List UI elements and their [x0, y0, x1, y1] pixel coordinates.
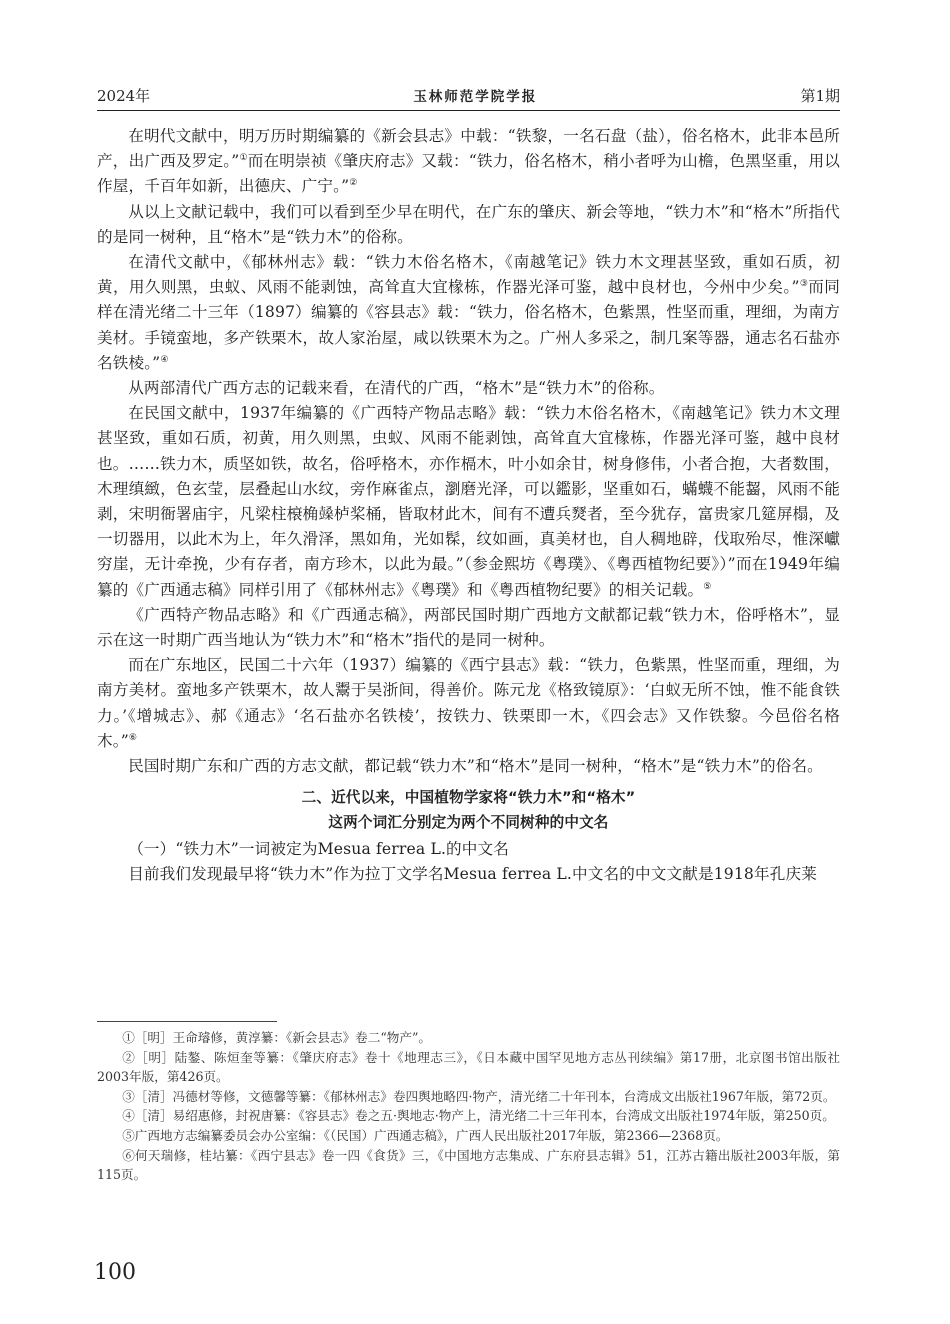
main-body — [97, 124, 840, 888]
footnote: ⑥何天瑞修，桂坫纂：《西宁县志》卷一四《食货》三，《中国地方志集成、广东府县志辑》51，江苏古籍出版社2003年版，第115页。 — [97, 1147, 840, 1183]
header-issue: 第1期 — [800, 86, 840, 105]
header-rule — [97, 110, 840, 111]
header-journal-title: 玉林师范学院学报 — [413, 89, 538, 105]
footnotes — [97, 1028, 840, 1185]
footnote-mark: ④ — [160, 354, 169, 365]
paragraph: 在民国文献中，1937年编纂的《广西特产物品志略》载：“铁力木俗名格木，《南越笔记》铁力木文理甚坚致，重如石质，初黄，用久则黑，虫蚁、风雨不能剥蚀，高耸直大宜椽栋，作器光泽可鉴，越中良材也。……铁力木，质坚如铁，故名，俗呼格木，亦作槅木，叶小如余甘，树身修伟，小者合抱，大者数围，木理缜緻，色玄莹，层叠起山水纹，旁作麻雀点，瀏磨光泽，可以鑑影，坚重如石，蟎蠛不能齧，风雨不能剥，宋明衙署庙宇，凡梁柱榱桷𣞙栌桨桶，皆取材此木，间有不遭兵燹者，至今犹存，富贵家几筵屏榻，及一切器用，以此木为上，年久滑泽，黑如角，光如髹，纹如画，真美材也，自人稠地辟，伐取殆尽，惟深巘穷崖，无计牵挽，少有存者，南方珍木，以此为最。”（参金熙坊《粤璞》、《粤西植物纪要》）”而在1949年编纂的《广西通志稿》同样引用了《郁林州志》《粤璞》和《粤西植物纪要》的相关记载。⑤ — [97, 404, 840, 599]
paragraph: 在清代文献中，《郁林州志》载：“铁力木俗名格木，《南越笔记》铁力木文理甚坚致，重如石质，初黄，用久则黑，虫蚁、风雨不能剥蚀，高耸直大宜椽栋，作器光泽可鉴，越中良材也，今州中少矣。”③而同样在清光绪二十三年（1897）编纂的《容县志》载：“铁力，俗名格木，色紫黑，性坚而重，理细，为南方美材。手镜蛮地，多产铁栗木，故人家治屋，咸以铁栗木为之。广州人多采之，制几案等器，通志名石盐亦名铁棱。”④ — [97, 253, 840, 372]
footnote: ②［明］陆鏊、陈烜奎等纂：《肇庆府志》卷十《地理志三》，《日本藏中国罕见地方志丛刊续编》第17册，北京图书馆出版社2003年版，第426页。 — [97, 1049, 840, 1085]
paragraph: 民国时期广东和广西的方志文献，都记载“铁力木”和“格木”是同一树种，“格木”是“铁力木”的俗名。 — [128, 757, 823, 776]
paragraph: 在明代文献中，明万历时期编纂的《新会县志》中载：“铁黎，一名石盘（盐），俗名格木，此非本邑所产，出广西及罗定。”①而在明崇祯《肇庆府志》又载：“铁力，俗名格木，稍小者呼为山檐，色黑坚重，用以作屋，千百年如新，出德庆、广宁。”② — [97, 127, 840, 196]
footnote-mark: ⑥ — [128, 732, 138, 743]
header-year: 2024年 — [97, 86, 151, 105]
section-heading-line1: 二、近代以来，中国植物学家将“铁力木”和“格木” — [301, 789, 636, 807]
footnote: ①［明］王命璿修，黄淳纂：《新会县志》卷二“物产”。 — [122, 1030, 432, 1045]
paragraph: 目前我们发现最早将“铁力木”作为拉丁文学名Mesua ferrea L.中文名的中文文献是1918年孔庆莱 — [128, 865, 817, 884]
running-header — [97, 82, 840, 108]
footnote-mark: ⑤ — [703, 581, 712, 592]
section-heading-line2: 这两个词汇分别定为两个不同树种的中文名 — [328, 814, 609, 832]
footnote-mark: ③ — [799, 279, 809, 290]
footnote-rule — [97, 1021, 277, 1022]
footnote-mark: ② — [349, 178, 358, 189]
page-number: 100 — [94, 1260, 136, 1285]
footnote-mark: ① — [239, 153, 248, 164]
section-heading — [97, 785, 840, 835]
paragraph: 从两部清代广西方志的记载来看，在清代的广西，“格木”是“铁力木”的俗称。 — [128, 379, 665, 398]
paragraph: 从以上文献记载中，我们可以看到至少早在明代，在广东的肇庆、新会等地，“铁力木”和“格木”所指代的是同一树种，且“格木”是“铁力木”的俗称。 — [97, 202, 840, 246]
footnote: ④［清］易绍惠修，封祝唐纂：《容县志》卷之五·舆地志·物产上，清光绪二十三年刊本，台湾成文出版社1974年版，第250页。 — [122, 1108, 835, 1124]
footnote: ③［清］冯德材等修，文德馨等纂：《郁林州志》卷四舆地略四·物产，清光绪二十年刊本，台湾成文出版社1967年版，第72页。 — [122, 1088, 836, 1104]
footnote: ⑤广西地方志编纂委员会办公室编：《（民国）广西通志稿》，广西人民出版社2017年版，第2366—2368页。 — [122, 1127, 729, 1143]
subsection-heading: （一）“铁力木”一词被定为Mesua ferrea L.的中文名 — [128, 840, 510, 859]
paragraph: 而在广东地区，民国二十六年（1937）编纂的《西宁县志》载：“铁力，色紫黑，性坚而重，理细，为南方美材。蛮地多产铁栗木，故人鬻于吴浙间，得善价。陈元龙《格致镜原》：‘白蚁无所不蚀，惟不能食铁力。’《增城志》、郝《通志》‘名石盐亦名铁棱’，按铁力、铁栗即一木，《四会志》又作铁黎。今邑俗名格木。”⑥ — [97, 656, 840, 750]
paragraph: 《广西特产物品志略》和《广西通志稿》，两部民国时期广西地方文献都记载“铁力木，俗呼格木”，显示在这一时期广西当地认为“铁力木”和“格木”指代的是同一树种。 — [97, 605, 840, 650]
